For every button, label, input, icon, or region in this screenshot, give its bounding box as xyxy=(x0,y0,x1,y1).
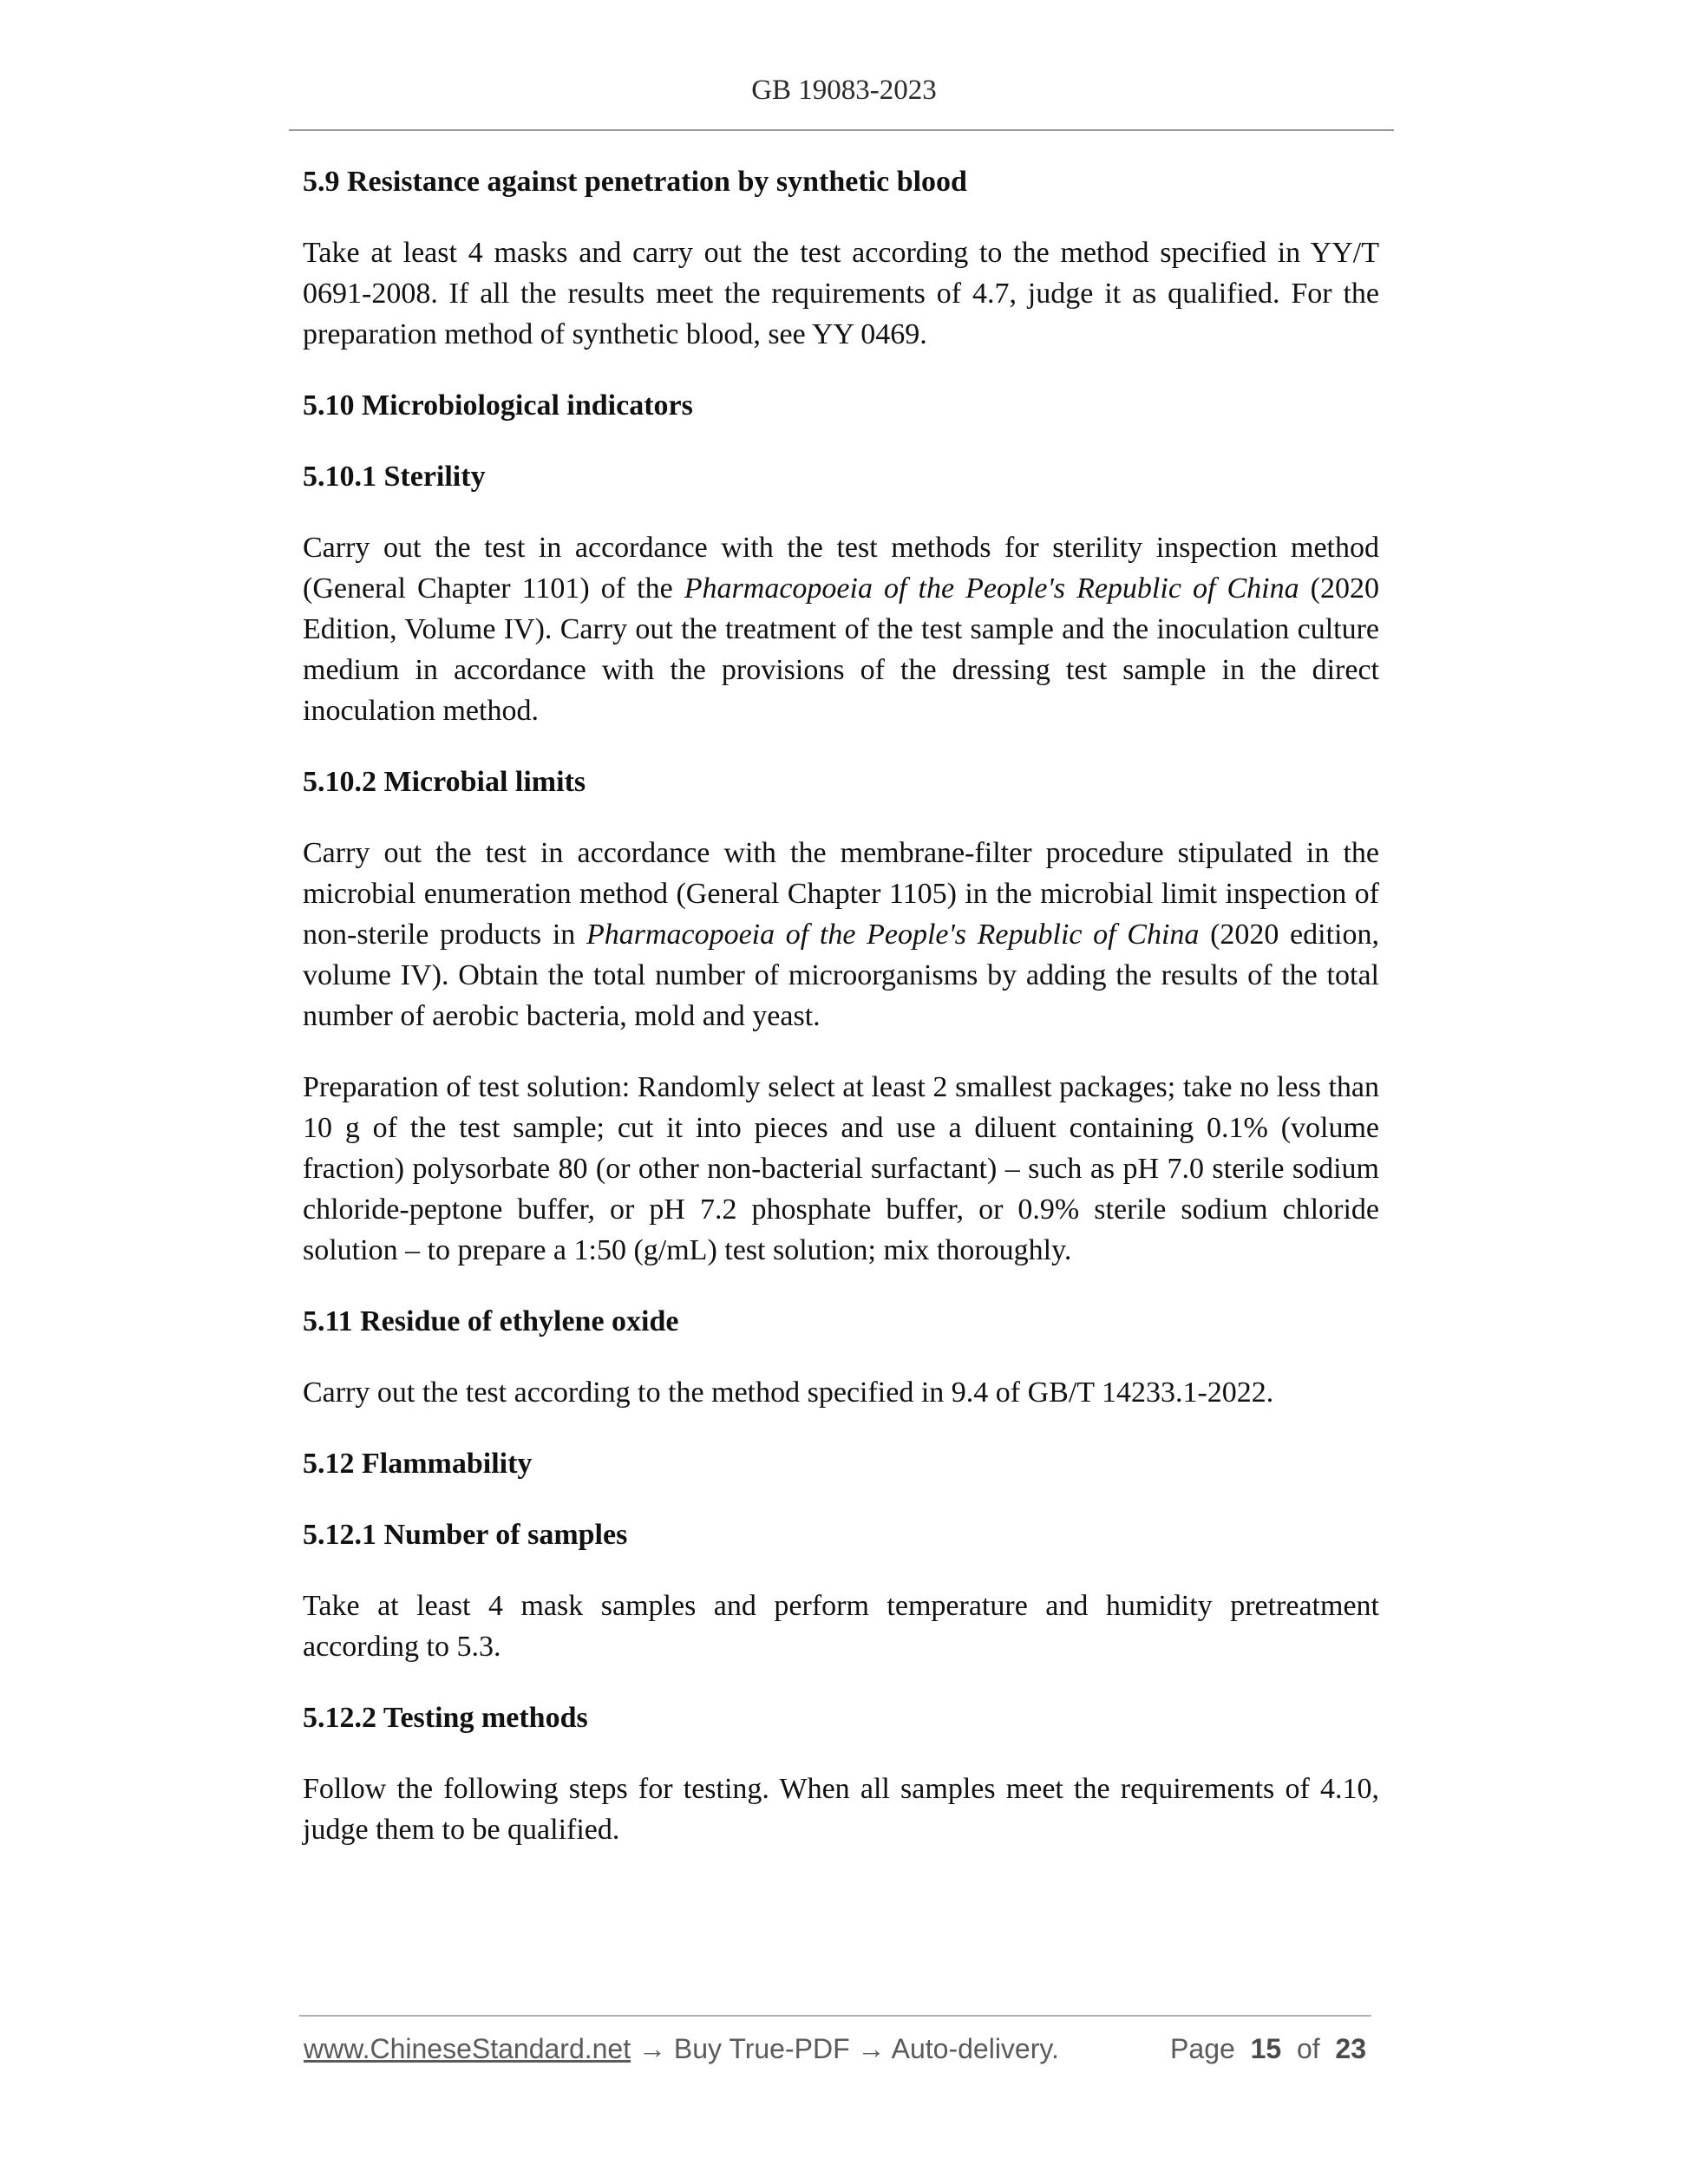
section-paragraph-5-9: Take at least 4 masks and carry out the test according to the method specified in YY/T 0691-2008. If all the results meet the requirements of 4.7, judge it as qualified. For the preparation method of synthetic blood, see YY 0469. xyxy=(303,237,1379,350)
current-page: 15 xyxy=(1250,2033,1282,2064)
document-body xyxy=(303,161,1379,1880)
pharmacopoeia-title: Pharmacopoeia of the People's Republic of China xyxy=(586,919,1200,951)
buy-true-pdf-text: Buy True-PDF xyxy=(673,2033,850,2064)
section-paragraph-5-10-2 xyxy=(303,833,1379,1036)
section-heading-5-10: 5.10 Microbiological indicators xyxy=(303,389,693,422)
footer-promo xyxy=(304,2030,1059,2068)
section-paragraph-test-solution: Preparation of test solution: Randomly select at least 2 smallest packages; take no less than 10 g of the test sample; cut it into pieces and use a diluent containing 0.1% (volume fraction) polysorbate 80 (or other non-bacterial surfactant) – such as pH 7.0 sterile sodium chloride-peptone buffer, or pH 7.2 phosphate buffer, or 0.9% sterile sodium chloride solution – to prepare a 1:50 (g/mL) test solution; mix thoroughly. xyxy=(303,1071,1379,1266)
section-paragraph-5-11: Carry out the test according to the method specified in 9.4 of GB/T 14233.1-2022. xyxy=(303,1376,1274,1409)
website-link[interactable]: www.ChineseStandard.net xyxy=(304,2033,631,2064)
total-pages: 23 xyxy=(1335,2033,1366,2064)
section-heading-5-9: 5.9 Resistance against penetration by synthetic blood xyxy=(303,166,967,198)
pharmacopoeia-title: Pharmacopoeia of the People's Republic of China xyxy=(684,572,1299,605)
page-label: Page xyxy=(1170,2033,1235,2064)
section-paragraph-5-12-2: Follow the following steps for testing. When all samples meet the requirements of 4.10, judge them to be qualified. xyxy=(303,1773,1379,1846)
header-divider xyxy=(289,129,1394,131)
footer-divider xyxy=(299,2015,1371,2017)
section-heading-5-11: 5.11 Residue of ethylene oxide xyxy=(303,1305,679,1337)
section-heading-5-10-1: 5.10.1 Sterility xyxy=(303,461,486,493)
auto-delivery-text: Auto-delivery. xyxy=(891,2033,1059,2064)
section-heading-5-12-1: 5.12.1 Number of samples xyxy=(303,1519,628,1551)
section-paragraph-5-12-1: Take at least 4 mask samples and perform temperature and humidity pretreatment according to 5.3. xyxy=(303,1590,1379,1663)
page-header-title: GB 19083-2023 xyxy=(751,75,937,106)
arrow-icon: → xyxy=(849,2033,892,2064)
section-heading-5-12: 5.12 Flammability xyxy=(303,1448,533,1480)
paragraph-text: (2020 Edition, Volume IV). Carry out the treatment of the test sample and the inoculation culture medium in accordance with the provisions of the dressing test sample in the direct inoculation method. xyxy=(303,572,1379,727)
of-label: of xyxy=(1296,2033,1320,2064)
paragraph-text: Carry out the test in accordance with the test methods for sterility inspection method (General Chapter 1101) of the xyxy=(303,532,1379,605)
section-paragraph-5-10-1 xyxy=(303,527,1379,731)
section-heading-5-12-2: 5.12.2 Testing methods xyxy=(303,1702,588,1734)
paragraph-text: (2020 edition, volume IV). Obtain the total number of microorganisms by adding the results of the total number of aerobic bacteria, mold and yeast. xyxy=(303,919,1379,1032)
paragraph-text: Carry out the test in accordance with the membrane-filter procedure stipulated in the microbial enumeration method (General Chapter 1105) in the microbial limit inspection of non-sterile products in xyxy=(303,837,1379,951)
section-heading-5-10-2: 5.10.2 Microbial limits xyxy=(303,766,586,798)
arrow-icon: → xyxy=(631,2033,674,2064)
page-number xyxy=(1170,2030,1366,2068)
